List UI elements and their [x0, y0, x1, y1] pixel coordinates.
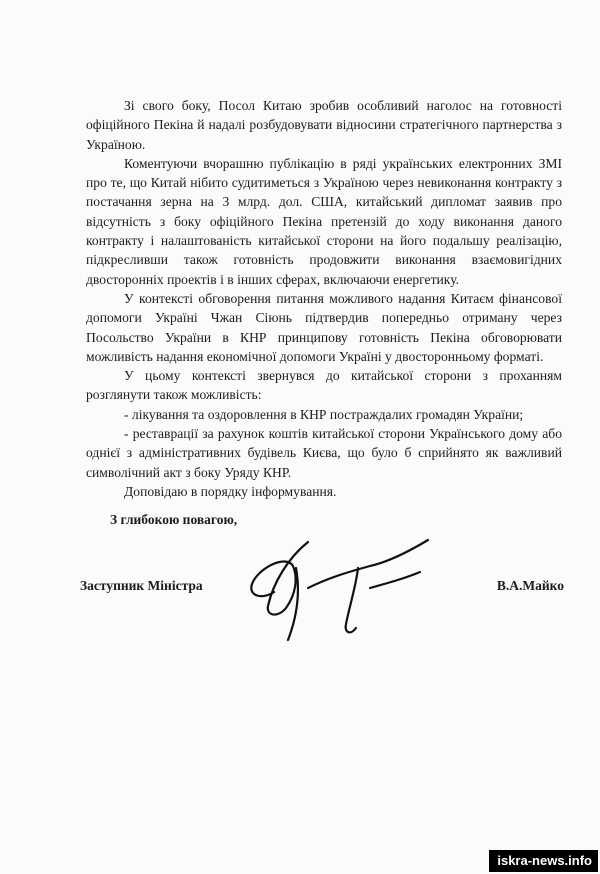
bullet-2: - реставрації за рахунок коштів китайської сторони Українського дому або однієї з адміністративних будівель Києва, що було б сприйнято як важливий символічний акт з боку Уряду КНР. — [86, 426, 562, 480]
paragraph-2: Коментуючи вчорашню публікацію в ряді українських електронних ЗМІ про те, що Китай нібито судитиметься з Україною через невиконання контракту з постачання зерна на 3 млрд. дол. США, китайський дипломат заявив про відсутність з боку офіційного Пекіна претензій до ходу виконання даного контракту і налаштованість китайської сторони на його подальшу реалізацію, підкресливши також готовність продовжити виконання взаємовигідних двосторонніх проектів і в інших сферах, включаючи енергетику. — [86, 155, 562, 287]
final-paragraph: Доповідаю в порядку інформування. — [124, 483, 337, 499]
watermark-label: iskra-news.info — [489, 850, 598, 872]
paragraph-3: У контексті обговорення питання можливого надання Китаєм фінансової допомоги Україні Чжан Сіюнь підтвердив попередньо отриману через Посольство України в КНР принципову готовність Пекіна обговорювати можливість надання економічної допомоги Україні у двосторонньому форматі. — [86, 290, 562, 364]
handwritten-signature-icon — [238, 528, 458, 648]
paragraph-4: У цьому контексті звернувся до китайської сторони з проханням розглянути також можливість: — [86, 368, 562, 403]
paragraph-1: Зі свого боку, Посол Китаю зробив особливий наголос на готовності офіційного Пекіна й надалі розбудовувати відносини стратегічного партнерства з Україною. — [86, 98, 562, 152]
signer-title: Заступник Міністра — [80, 578, 203, 593]
bullet-1: - лікування та оздоровлення в КНР постраждалих громадян України; — [124, 406, 524, 422]
closing-line: З глибокою повагою, — [110, 512, 238, 527]
letter-body — [86, 96, 562, 501]
signer-name: В.А.Майко — [496, 578, 564, 593]
